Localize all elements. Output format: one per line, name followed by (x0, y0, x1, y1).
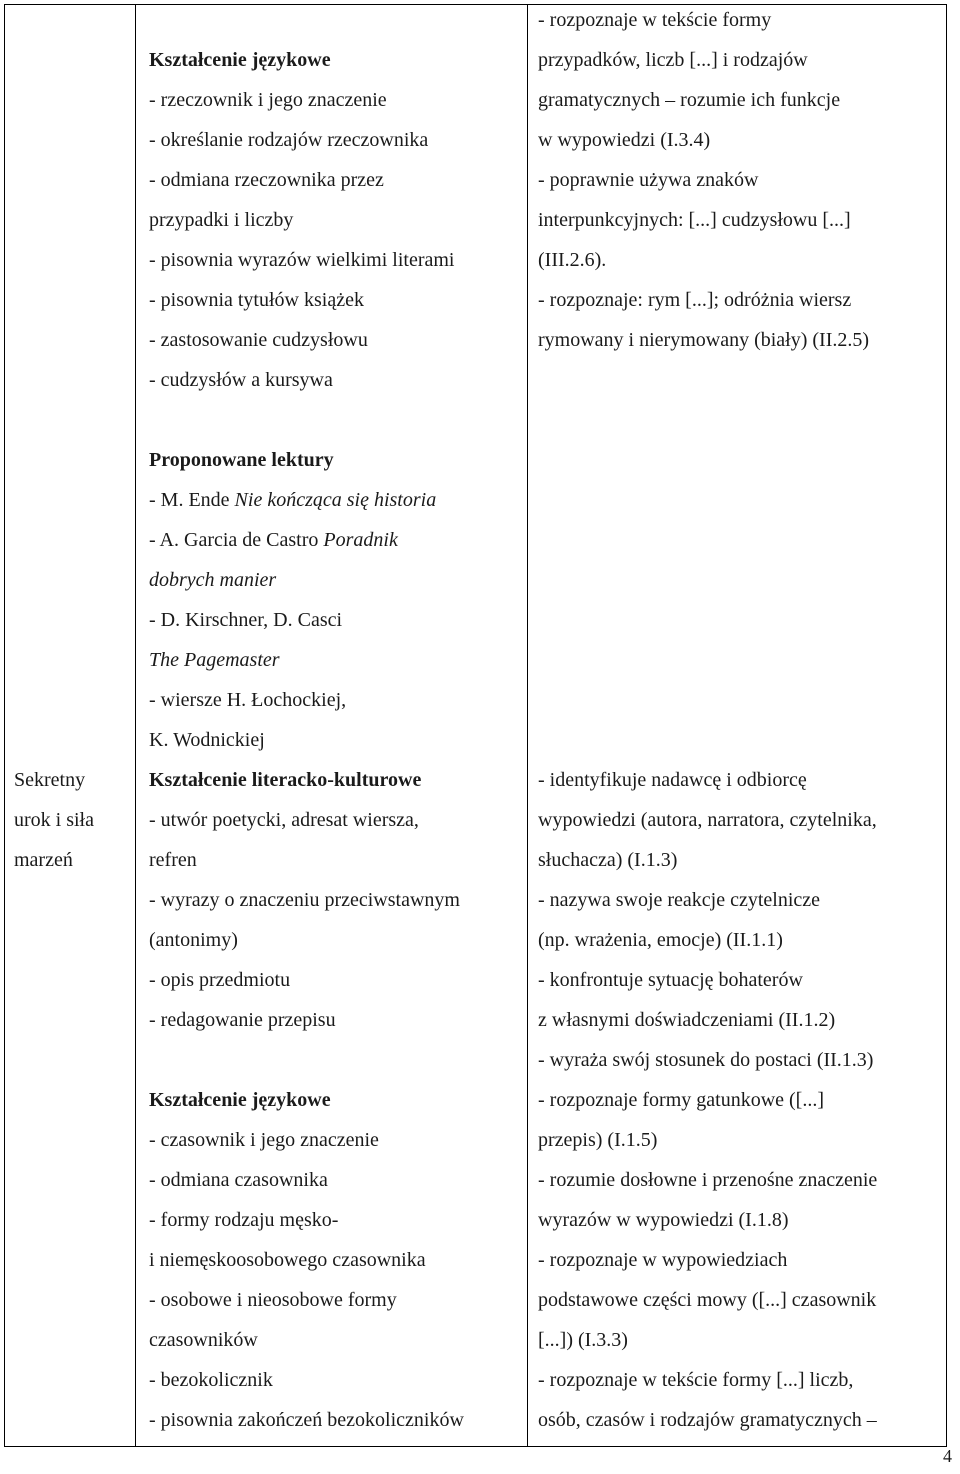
requirement-item: - rozpoznaje formy gatunkowe ([...] (538, 1089, 824, 1111)
content-item: - czasownik i jego znaczenie (149, 1129, 379, 1151)
content-item: - pisownia zakończeń bezokoliczników (149, 1409, 464, 1431)
requirement-item: interpunkcyjnych: [...] cudzysłowu [...] (538, 209, 851, 231)
requirement-item: gramatycznych – rozumie ich funkcje (538, 89, 841, 111)
requirement-item: - identyfikuje nadawcę i odbiorcę (538, 769, 807, 791)
requirement-item: w wypowiedzi (I.3.4) (538, 129, 711, 151)
content-item: - wyrazy o znaczeniu przeciwstawnym (149, 889, 460, 911)
content-item: - zastosowanie cudzysłowu (149, 329, 368, 351)
requirement-item: - rozpoznaje w wypowiedziach (538, 1249, 788, 1271)
content-item: - odmiana rzeczownika przez (149, 169, 384, 191)
requirement-item: - konfrontuje sytuację bohaterów (538, 969, 803, 991)
content-item: - osobowe i nieosobowe formy (149, 1289, 397, 1311)
content-item: - cudzysłów a kursywa (149, 369, 333, 391)
requirement-item: osób, czasów i rodzajów gramatycznych – (538, 1409, 877, 1431)
content-item: - redagowanie przepisu (149, 1009, 336, 1031)
reading-item: - A. Garcia de Castro Poradnik (149, 529, 398, 551)
content-item: - pisownia tytułów książek (149, 289, 364, 311)
topic-cell (14, 760, 94, 880)
content-item: - utwór poetycki, adresat wiersza, (149, 809, 419, 831)
curriculum-table (4, 4, 947, 1447)
requirement-item: z własnymi doświadczeniami (II.1.2) (538, 1009, 836, 1031)
table-border-right (946, 4, 947, 1447)
requirement-item: (III.2.6). (538, 249, 607, 271)
topic-line: Sekretny (14, 769, 86, 791)
content-item: - formy rodzaju męsko- (149, 1209, 339, 1231)
spacer (149, 400, 464, 440)
spacer (149, 1040, 464, 1080)
content-item: czasowników (149, 1329, 258, 1351)
requirement-item: podstawowe części mowy ([...] czasownik (538, 1289, 877, 1311)
requirement-item: - wyraża swój stosunek do postaci (II.1.3) (538, 1049, 874, 1071)
content-item: - opis przedmiotu (149, 969, 291, 991)
reading-item: - M. Ende Nie kończąca się historia (149, 489, 437, 511)
topic-line: marzeń (14, 849, 73, 871)
content-cell (149, 40, 464, 1440)
requirement-item: przypadków, liczb [...] i rodzajów (538, 49, 808, 71)
reading-item: - wiersze H. Łochockiej, (149, 689, 347, 711)
requirement-item: - rozpoznaje w tekście formy [...] liczb, (538, 1369, 854, 1391)
table-border-left (4, 4, 5, 1447)
reading-item: dobrych manier (149, 569, 277, 591)
content-item: - bezokolicznik (149, 1369, 273, 1391)
requirement-item: przepis) (I.1.5) (538, 1129, 658, 1151)
requirement-item: [...]) (I.3.3) (538, 1329, 628, 1351)
readings-heading: Proponowane lektury (149, 449, 334, 471)
reading-item: The Pagemaster (149, 649, 280, 671)
requirement-item: rymowany i nierymowany (biały) (II.2.5) (538, 329, 870, 351)
requirements-cell (538, 0, 869, 360)
requirement-item: wypowiedzi (autora, narratora, czytelnika, (538, 809, 877, 831)
page-number: 4 (943, 1446, 952, 1466)
section-heading-literary: Kształcenie literacko-kulturowe (149, 769, 422, 791)
requirement-item: - nazywa swoje reakcje czytelnicze (538, 889, 821, 911)
topic-line: urok i siła (14, 809, 94, 831)
content-item: i niemęskoosobowego czasownika (149, 1249, 426, 1271)
section-heading-language: Kształcenie językowe (149, 1089, 331, 1111)
requirement-item: - rozpoznaje: rym [...]; odróżnia wiersz (538, 289, 852, 311)
content-item: (antonimy) (149, 929, 238, 951)
requirement-item: wyrazów w wypowiedzi (I.1.8) (538, 1209, 789, 1231)
requirement-item: - poprawnie używa znaków (538, 169, 759, 191)
content-item: - odmiana czasownika (149, 1169, 328, 1191)
requirement-item: (np. wrażenia, emocje) (II.1.1) (538, 929, 783, 951)
section-heading-language: Kształcenie językowe (149, 49, 331, 71)
reading-item: - D. Kirschner, D. Casci (149, 609, 343, 631)
requirements-cell (538, 760, 877, 1440)
column-divider-2 (527, 4, 528, 1447)
content-item: - określanie rodzajów rzeczownika (149, 129, 429, 151)
content-item: przypadki i liczby (149, 209, 294, 231)
content-item: - rzeczownik i jego znaczenie (149, 89, 387, 111)
reading-item: K. Wodnickiej (149, 729, 265, 751)
content-item: - pisownia wyrazów wielkimi literami (149, 249, 455, 271)
requirement-item: - rozumie dosłowne i przenośne znaczenie (538, 1169, 878, 1191)
table-bottom-border (4, 1446, 947, 1447)
requirement-item: słuchacza) (I.1.3) (538, 849, 678, 871)
column-divider-1 (135, 4, 136, 1447)
content-item: refren (149, 849, 197, 871)
requirement-item: - rozpoznaje w tekście formy (538, 9, 772, 31)
